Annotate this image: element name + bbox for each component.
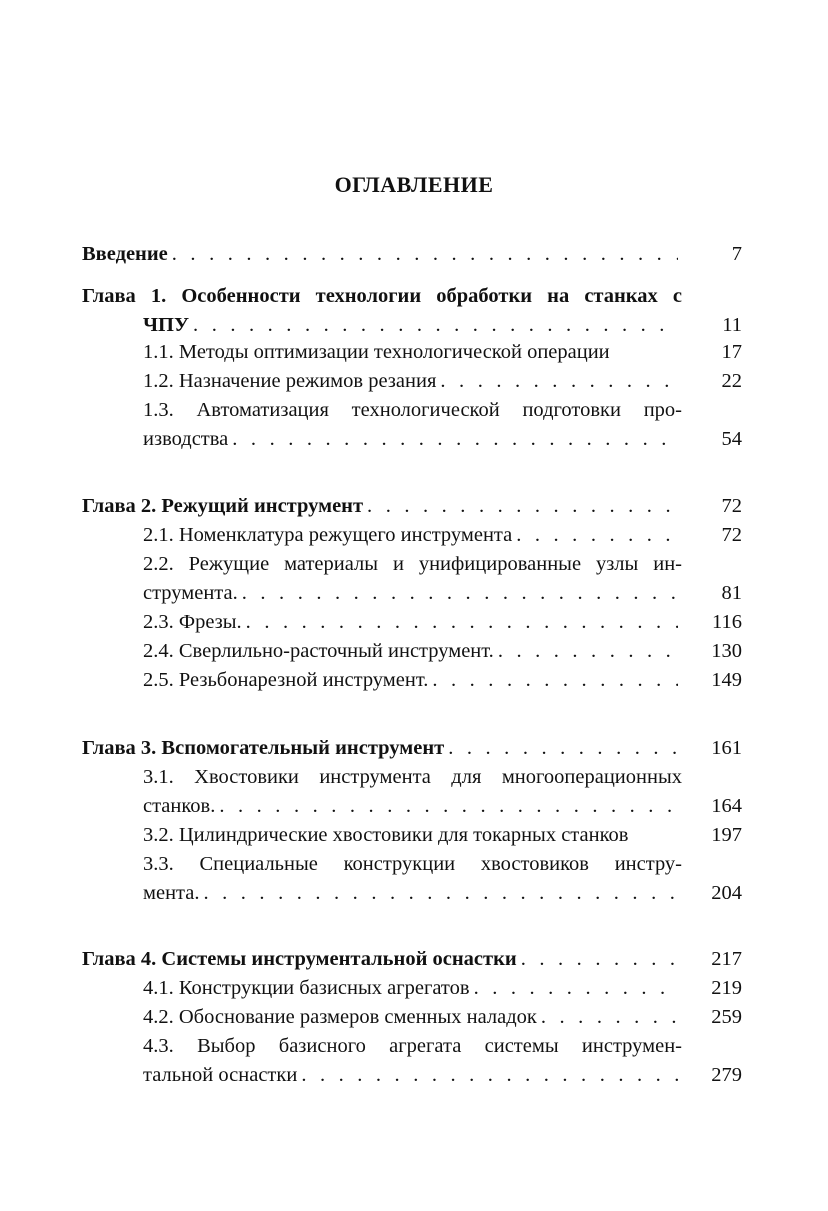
toc-entry-3-3 [143, 850, 742, 908]
toc-entry-title-cont: струмента. [143, 582, 238, 604]
toc-entry-title: 3.1. Хвостовики инструмента для многооперационных [143, 766, 682, 788]
toc-entry-3-2 [143, 821, 742, 850]
toc-page-number: 116 [712, 611, 742, 633]
toc-page-number: 204 [711, 882, 742, 904]
toc-page-number: 81 [721, 582, 742, 604]
toc-entry-title: 4.2. Обоснование размеров сменных наладок [143, 1006, 537, 1028]
toc-entry-title: 1.1. Методы оптимизации технологической операции [143, 341, 610, 363]
toc-page-number: 11 [722, 314, 742, 336]
toc-entry-title: Глава 4. Системы инструментальной оснастки [82, 948, 517, 970]
toc-page-number: 197 [711, 824, 742, 846]
toc-entry-title: Глава 3. Вспомогательный инструмент [82, 737, 445, 759]
toc-entry-title: Глава 1. Особенности технологии обработки на станках с [82, 285, 682, 307]
toc-page-number: 22 [721, 370, 742, 392]
toc-entry-title-cont: ЧПУ [143, 314, 190, 336]
toc-entry-chapter-1 [82, 282, 742, 340]
toc-entry-1-2 [143, 367, 742, 396]
toc-page-number: 164 [711, 795, 742, 817]
toc-entry-title-cont: мента. [143, 882, 200, 904]
toc-page-number: 259 [711, 1006, 742, 1028]
toc-page-number: 72 [721, 524, 742, 546]
toc-entry-title: 1.3. Автоматизация технологической подготовки про- [143, 399, 682, 421]
toc-entry-title: 2.4. Сверлильно-расточный инструмент. [143, 640, 494, 662]
toc-entry-4-2 [143, 1003, 742, 1032]
toc-entry-title: 2.3. Фрезы. [143, 611, 242, 633]
toc-entry-2-2 [143, 550, 742, 608]
toc-entry-title: 4.1. Конструкции базисных агрегатов [143, 977, 470, 999]
toc-entry-title: 1.2. Назначение режимов резания [143, 370, 437, 392]
toc-entry-title-cont: станков. [143, 795, 216, 817]
toc-page-number: 17 [721, 341, 742, 363]
toc-entry-1-3 [143, 396, 742, 454]
toc-entry-title-cont: изводства [143, 428, 229, 450]
toc-entry-title: 3.3. Специальные конструкции хвостовиков инстру- [143, 853, 682, 875]
toc-page-number: 7 [731, 243, 742, 265]
toc-page-number: 219 [711, 977, 742, 999]
toc-entry-chapter-3 [82, 734, 742, 763]
toc-page-number: 72 [721, 495, 742, 517]
toc-entry-2-5 [143, 666, 742, 695]
toc-entry-4-3 [143, 1032, 742, 1090]
toc-entry-title: Введение [82, 243, 168, 265]
toc-entry-title: 2.1. Номенклатура режущего инструмента [143, 524, 513, 546]
toc-page-number: 149 [711, 669, 742, 691]
toc-entry-4-1 [143, 974, 742, 1003]
toc-entry-2-3 [143, 608, 742, 637]
toc-entry-title: Глава 2. Режущий инструмент [82, 495, 364, 517]
toc-entry-1-1 [143, 338, 742, 367]
toc-entry-title: 4.3. Выбор базисного агрегата системы инструмен- [143, 1035, 682, 1057]
toc-entry-title: 2.5. Резьбонарезной инструмент. [143, 669, 429, 691]
toc-entry-title: 2.2. Режущие материалы и унифицированные узлы ин- [143, 553, 682, 575]
toc-entry-title: 3.2. Цилиндрические хвостовики для токарных станков [143, 824, 629, 846]
toc-page-number: 217 [711, 948, 742, 970]
toc-page-number: 161 [711, 737, 742, 759]
page-title: ОГЛАВЛЕНИЕ [334, 172, 494, 197]
toc-entry-2-1 [143, 521, 742, 550]
toc-entry-3-1 [143, 763, 742, 821]
toc-entry-2-4 [143, 637, 742, 666]
toc-entry-intro [82, 240, 742, 269]
toc-page-number: 279 [711, 1064, 742, 1086]
toc-entry-chapter-4 [82, 945, 742, 974]
toc-page-number: 54 [721, 428, 742, 450]
toc-page-number: 130 [711, 640, 742, 662]
toc-entry-title-cont: тальной оснастки [143, 1064, 298, 1086]
toc-entry-chapter-2 [82, 492, 742, 521]
